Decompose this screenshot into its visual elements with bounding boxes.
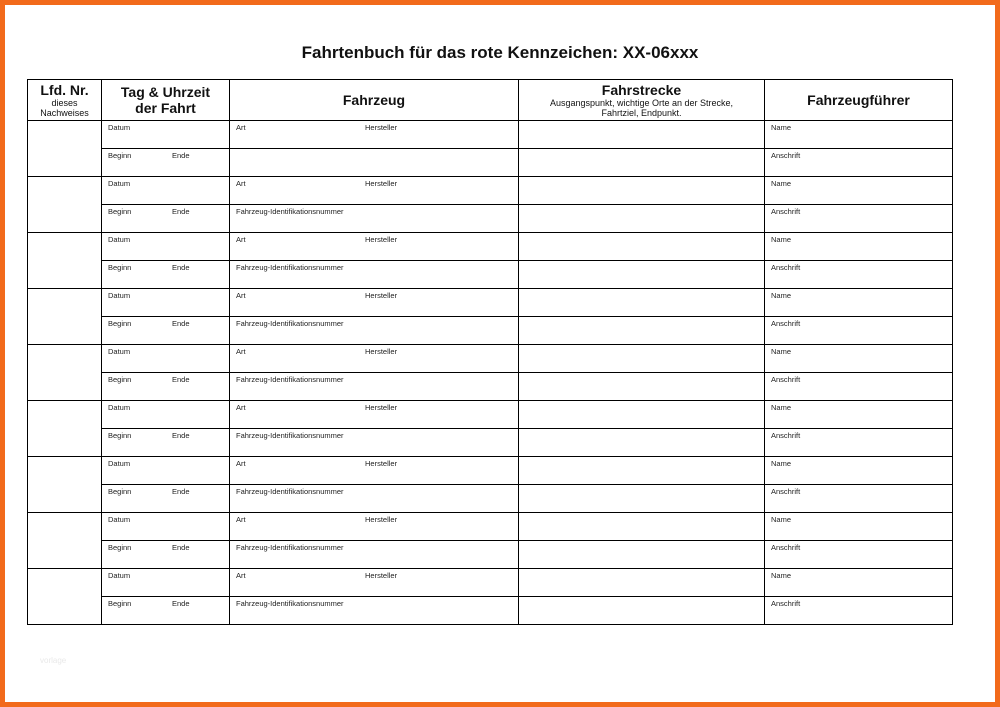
route-cell-top[interactable] xyxy=(519,177,765,205)
fin-label: Fahrzeug-Identifikationsnummer xyxy=(236,263,344,272)
art-label: Art xyxy=(236,235,246,244)
entry-row-bottom xyxy=(28,149,953,177)
entry-row-bottom xyxy=(28,485,953,513)
entry-number-cell[interactable] xyxy=(28,401,102,457)
ende-label: Ende xyxy=(172,207,190,216)
datum-label: Datum xyxy=(108,235,131,244)
vin-cell[interactable] xyxy=(230,205,519,233)
datum-label: Datum xyxy=(108,123,131,132)
name-label: Name xyxy=(771,291,792,300)
anschrift-label: Anschrift xyxy=(771,543,801,552)
datum-cell[interactable] xyxy=(102,569,230,597)
beginn-label: Beginn xyxy=(108,207,132,216)
time-cell[interactable] xyxy=(102,149,230,177)
datum-cell[interactable] xyxy=(102,177,230,205)
name-label: Name xyxy=(771,179,792,188)
route-cell-top[interactable] xyxy=(519,513,765,541)
ende-label: Ende xyxy=(172,431,190,440)
route-cell-bottom[interactable] xyxy=(519,261,765,289)
entry-number-cell[interactable] xyxy=(28,513,102,569)
time-cell[interactable] xyxy=(102,317,230,345)
name-label: Name xyxy=(771,235,792,244)
anschrift-label: Anschrift xyxy=(771,207,801,216)
datum-label: Datum xyxy=(108,515,131,524)
driver-address-cell[interactable] xyxy=(765,373,953,401)
fin-label: Fahrzeug-Identifikationsnummer xyxy=(236,375,344,384)
vin-cell[interactable] xyxy=(230,317,519,345)
route-cell-bottom[interactable] xyxy=(519,205,765,233)
route-cell-top[interactable] xyxy=(519,289,765,317)
route-cell-bottom[interactable] xyxy=(519,541,765,569)
time-cell[interactable] xyxy=(102,541,230,569)
datum-cell[interactable] xyxy=(102,457,230,485)
entry-row-top xyxy=(28,233,953,261)
route-cell-bottom[interactable] xyxy=(519,317,765,345)
vin-cell[interactable] xyxy=(230,149,519,177)
route-cell-top[interactable] xyxy=(519,345,765,373)
route-cell-top[interactable] xyxy=(519,233,765,261)
route-cell-bottom[interactable] xyxy=(519,485,765,513)
fin-label: Fahrzeug-Identifikationsnummer xyxy=(236,319,344,328)
header-tag-uhrzeit: Tag & Uhrzeit der Fahrt xyxy=(102,80,230,121)
beginn-label: Beginn xyxy=(108,263,132,272)
fin-label: Fahrzeug-Identifikationsnummer xyxy=(236,543,344,552)
header-lfd-nr: Lfd. Nr. dieses Nachweises xyxy=(28,80,102,121)
datum-label: Datum xyxy=(108,291,131,300)
vin-cell[interactable] xyxy=(230,485,519,513)
route-cell-bottom[interactable] xyxy=(519,429,765,457)
driver-name-cell[interactable] xyxy=(765,401,953,429)
datum-cell[interactable] xyxy=(102,345,230,373)
vin-cell[interactable] xyxy=(230,597,519,625)
art-label: Art xyxy=(236,123,246,132)
vin-cell[interactable] xyxy=(230,373,519,401)
datum-cell[interactable] xyxy=(102,121,230,149)
ende-label: Ende xyxy=(172,487,190,496)
entry-row-bottom xyxy=(28,261,953,289)
anschrift-label: Anschrift xyxy=(771,263,801,272)
header-fahrstrecke: Fahrstrecke Ausgangspunkt, wichtige Orte an der Strecke, Fahrtziel, Endpunkt. xyxy=(519,80,765,121)
driver-name-cell[interactable] xyxy=(765,569,953,597)
driver-name-cell[interactable] xyxy=(765,457,953,485)
name-label: Name xyxy=(771,571,792,580)
entry-row-bottom xyxy=(28,429,953,457)
hersteller-label: Hersteller xyxy=(365,347,398,356)
vin-cell[interactable] xyxy=(230,261,519,289)
beginn-label: Beginn xyxy=(108,487,132,496)
ende-label: Ende xyxy=(172,543,190,552)
anschrift-label: Anschrift xyxy=(771,487,801,496)
datum-label: Datum xyxy=(108,179,131,188)
datum-label: Datum xyxy=(108,459,131,468)
route-cell-top[interactable] xyxy=(519,457,765,485)
art-label: Art xyxy=(236,179,246,188)
time-cell[interactable] xyxy=(102,373,230,401)
vehicle-type-cell[interactable] xyxy=(230,177,519,205)
name-label: Name xyxy=(771,123,792,132)
vehicle-type-cell[interactable] xyxy=(230,233,519,261)
route-cell-bottom[interactable] xyxy=(519,373,765,401)
entry-row-top xyxy=(28,177,953,205)
beginn-label: Beginn xyxy=(108,375,132,384)
entry-row-top xyxy=(28,121,953,149)
entry-row-top xyxy=(28,401,953,429)
logbook-table xyxy=(27,79,953,625)
entry-row-top xyxy=(28,345,953,373)
ende-label: Ende xyxy=(172,151,190,160)
datum-cell[interactable] xyxy=(102,401,230,429)
datum-cell[interactable] xyxy=(102,513,230,541)
datum-cell[interactable] xyxy=(102,289,230,317)
hersteller-label: Hersteller xyxy=(365,179,398,188)
driver-name-cell[interactable] xyxy=(765,345,953,373)
driver-name-cell[interactable] xyxy=(765,289,953,317)
art-label: Art xyxy=(236,459,246,468)
driver-address-cell[interactable] xyxy=(765,205,953,233)
time-cell[interactable] xyxy=(102,205,230,233)
header-fahrzeug: Fahrzeug xyxy=(230,80,519,121)
anschrift-label: Anschrift xyxy=(771,151,801,160)
fin-label: Fahrzeug-Identifikationsnummer xyxy=(236,431,344,440)
driver-address-cell[interactable] xyxy=(765,261,953,289)
header-row xyxy=(28,80,953,121)
entry-number-cell[interactable] xyxy=(28,345,102,401)
hersteller-label: Hersteller xyxy=(365,403,398,412)
fin-label: Fahrzeug-Identifikationsnummer xyxy=(236,207,344,216)
page-title: Fahrtenbuch für das rote Kennzeichen: XX-06xxx xyxy=(301,43,699,62)
entry-row-bottom xyxy=(28,317,953,345)
anschrift-label: Anschrift xyxy=(771,319,801,328)
datum-label: Datum xyxy=(108,571,131,580)
hersteller-label: Hersteller xyxy=(365,235,398,244)
art-label: Art xyxy=(236,403,246,412)
hersteller-label: Hersteller xyxy=(365,291,398,300)
entry-number-cell[interactable] xyxy=(28,569,102,625)
entry-number-cell[interactable] xyxy=(28,289,102,345)
fin-label: Fahrzeug-Identifikationsnummer xyxy=(236,487,344,496)
anschrift-label: Anschrift xyxy=(771,599,801,608)
entry-number-cell[interactable] xyxy=(28,233,102,289)
route-cell-top[interactable] xyxy=(519,121,765,149)
entry-row-bottom xyxy=(28,205,953,233)
entry-row-bottom xyxy=(28,373,953,401)
vehicle-type-cell[interactable] xyxy=(230,289,519,317)
hersteller-label: Hersteller xyxy=(365,459,398,468)
ende-label: Ende xyxy=(172,263,190,272)
driver-address-cell[interactable] xyxy=(765,149,953,177)
watermark: vorlage xyxy=(40,656,67,665)
route-cell-bottom[interactable] xyxy=(519,149,765,177)
name-label: Name xyxy=(771,459,792,468)
beginn-label: Beginn xyxy=(108,599,132,608)
datum-label: Datum xyxy=(108,347,131,356)
driver-name-cell[interactable] xyxy=(765,121,953,149)
entry-row-top xyxy=(28,289,953,317)
driver-name-cell[interactable] xyxy=(765,513,953,541)
route-cell-top[interactable] xyxy=(519,401,765,429)
beginn-label: Beginn xyxy=(108,431,132,440)
driver-address-cell[interactable] xyxy=(765,541,953,569)
art-label: Art xyxy=(236,515,246,524)
entry-row-top xyxy=(28,513,953,541)
hersteller-label: Hersteller xyxy=(365,123,398,132)
time-cell[interactable] xyxy=(102,597,230,625)
hersteller-label: Hersteller xyxy=(365,515,398,524)
ende-label: Ende xyxy=(172,599,190,608)
vin-cell[interactable] xyxy=(230,541,519,569)
art-label: Art xyxy=(236,347,246,356)
entry-number-cell[interactable] xyxy=(28,457,102,513)
logbook-rows xyxy=(28,121,953,625)
vehicle-type-cell[interactable] xyxy=(230,513,519,541)
entry-row-bottom xyxy=(28,597,953,625)
time-cell[interactable] xyxy=(102,485,230,513)
time-cell[interactable] xyxy=(102,429,230,457)
ende-label: Ende xyxy=(172,319,190,328)
driver-name-cell[interactable] xyxy=(765,177,953,205)
entry-number-cell[interactable] xyxy=(28,177,102,233)
vehicle-type-cell[interactable] xyxy=(230,401,519,429)
datum-cell[interactable] xyxy=(102,233,230,261)
entry-number-cell[interactable] xyxy=(28,121,102,177)
vehicle-type-cell[interactable] xyxy=(230,345,519,373)
name-label: Name xyxy=(771,515,792,524)
beginn-label: Beginn xyxy=(108,543,132,552)
route-cell-bottom[interactable] xyxy=(519,597,765,625)
driver-address-cell[interactable] xyxy=(765,317,953,345)
fin-label: Fahrzeug-Identifikationsnummer xyxy=(236,599,344,608)
beginn-label: Beginn xyxy=(108,151,132,160)
time-cell[interactable] xyxy=(102,261,230,289)
anschrift-label: Anschrift xyxy=(771,375,801,384)
driver-address-cell[interactable] xyxy=(765,485,953,513)
vehicle-type-cell[interactable] xyxy=(230,457,519,485)
header-fahrzeugfuehrer: Fahrzeugführer xyxy=(765,80,953,121)
art-label: Art xyxy=(236,571,246,580)
entry-row-top xyxy=(28,457,953,485)
beginn-label: Beginn xyxy=(108,319,132,328)
ende-label: Ende xyxy=(172,375,190,384)
driver-address-cell[interactable] xyxy=(765,597,953,625)
art-label: Art xyxy=(236,291,246,300)
entry-row-bottom xyxy=(28,541,953,569)
name-label: Name xyxy=(771,403,792,412)
route-cell-top[interactable] xyxy=(519,569,765,597)
driver-address-cell[interactable] xyxy=(765,429,953,457)
hersteller-label: Hersteller xyxy=(365,571,398,580)
driver-name-cell[interactable] xyxy=(765,233,953,261)
name-label: Name xyxy=(771,347,792,356)
vehicle-type-cell[interactable] xyxy=(230,121,519,149)
vehicle-type-cell[interactable] xyxy=(230,569,519,597)
datum-label: Datum xyxy=(108,403,131,412)
entry-row-top xyxy=(28,569,953,597)
anschrift-label: Anschrift xyxy=(771,431,801,440)
vin-cell[interactable] xyxy=(230,429,519,457)
